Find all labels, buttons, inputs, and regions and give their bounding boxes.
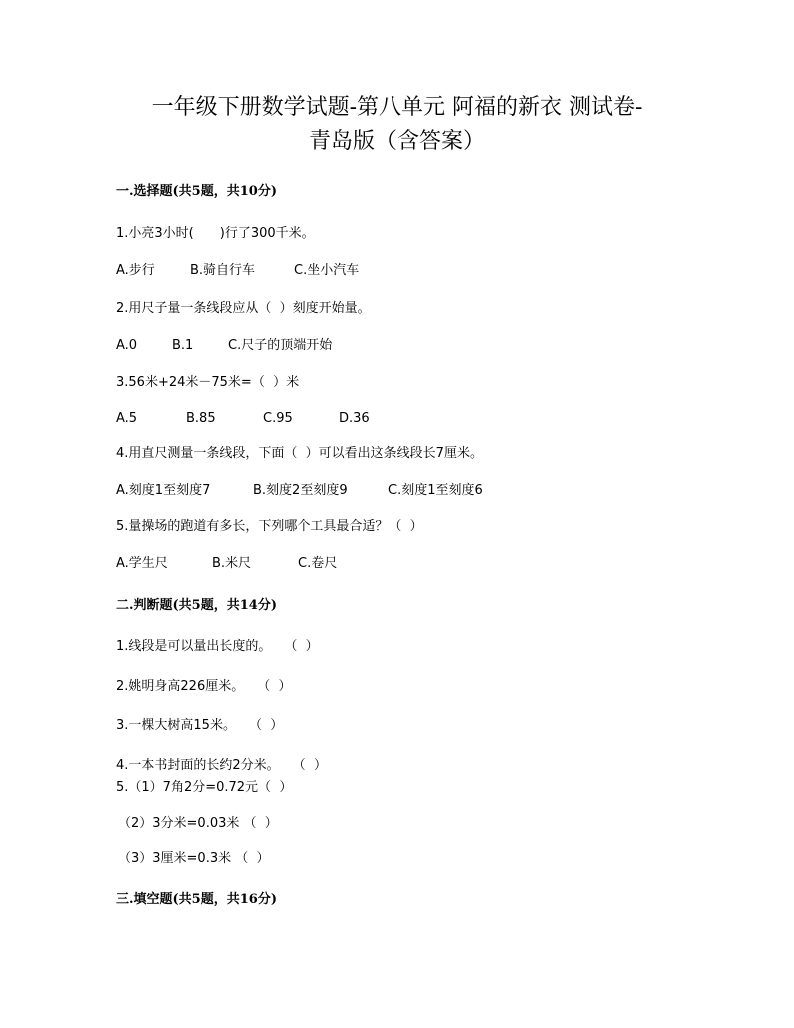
choice-q1-option-b: B.骑自行车: [190, 263, 256, 278]
choice-q3-option-b: B.85: [186, 411, 216, 426]
choice-q4-option-c: C.刻度1至刻度6: [388, 483, 483, 498]
choice-q2-option-b: B.1: [172, 338, 194, 353]
choice-q1-option-c: C.坐小汽车: [294, 263, 360, 278]
choice-q3-option-a: A.5: [116, 411, 138, 426]
judgement-question-5-part-2: （2）3分米=0.03米 （ ）: [118, 816, 278, 831]
page-title-line-1: 一年级下册数学试题-第八单元 阿福的新衣 测试卷-: [151, 95, 643, 120]
choice-question-5: 5.量操场的跑道有多长，下列哪个工具最合适？（ ）: [116, 519, 423, 534]
section-heading-choice: 一.选择题(共5题，共10分): [116, 184, 277, 199]
choice-q3-option-d: D.36: [339, 411, 370, 426]
choice-q4-option-b: B.刻度2至刻度9: [253, 483, 348, 498]
choice-q5-option-b: B.米尺: [212, 556, 252, 571]
choice-q4-option-a: A.刻度1至刻度7: [116, 483, 211, 498]
page-title-line-2: 青岛版（含答案）: [308, 129, 485, 154]
choice-q5-option-c: C.卷尺: [298, 556, 338, 571]
choice-question-1: 1.小亮3小时( )行了300千米。: [116, 226, 315, 241]
judgement-question-5-part-3: （3）3厘米=0.3米 （ ）: [118, 851, 270, 866]
judgement-question-5-part-1: 5.（1）7角2分=0.72元（ ）: [116, 780, 293, 795]
judgement-question-4: 4.一本书封面的长约2分米。 （ ）: [116, 758, 327, 773]
choice-q2-option-c: C.尺子的顶端开始: [228, 338, 333, 353]
choice-q1-option-a: A.步行: [116, 263, 155, 278]
judgement-question-1: 1.线段是可以量出长度的。 （ ）: [116, 639, 319, 654]
judgement-question-3: 3.一棵大树高15米。 （ ）: [116, 718, 284, 733]
section-heading-fill-in: 三.填空题(共5题，共16分): [116, 892, 277, 907]
choice-question-4: 4.用直尺测量一条线段，下面（ ）可以看出这条线段长7厘米。: [116, 446, 483, 461]
choice-question-2: 2.用尺子量一条线段应从（ ）刻度开始量。: [116, 301, 371, 316]
section-heading-judgement: 二.判断题(共5题，共14分): [116, 598, 277, 613]
choice-q3-option-c: C.95: [263, 411, 293, 426]
choice-question-3: 3.56米+24米－75米=（ ）米: [116, 375, 300, 390]
judgement-question-2: 2.姚明身高226厘米。 （ ）: [116, 679, 292, 694]
choice-q2-option-a: A.0: [116, 338, 138, 353]
choice-q5-option-a: A.学生尺: [116, 556, 168, 571]
